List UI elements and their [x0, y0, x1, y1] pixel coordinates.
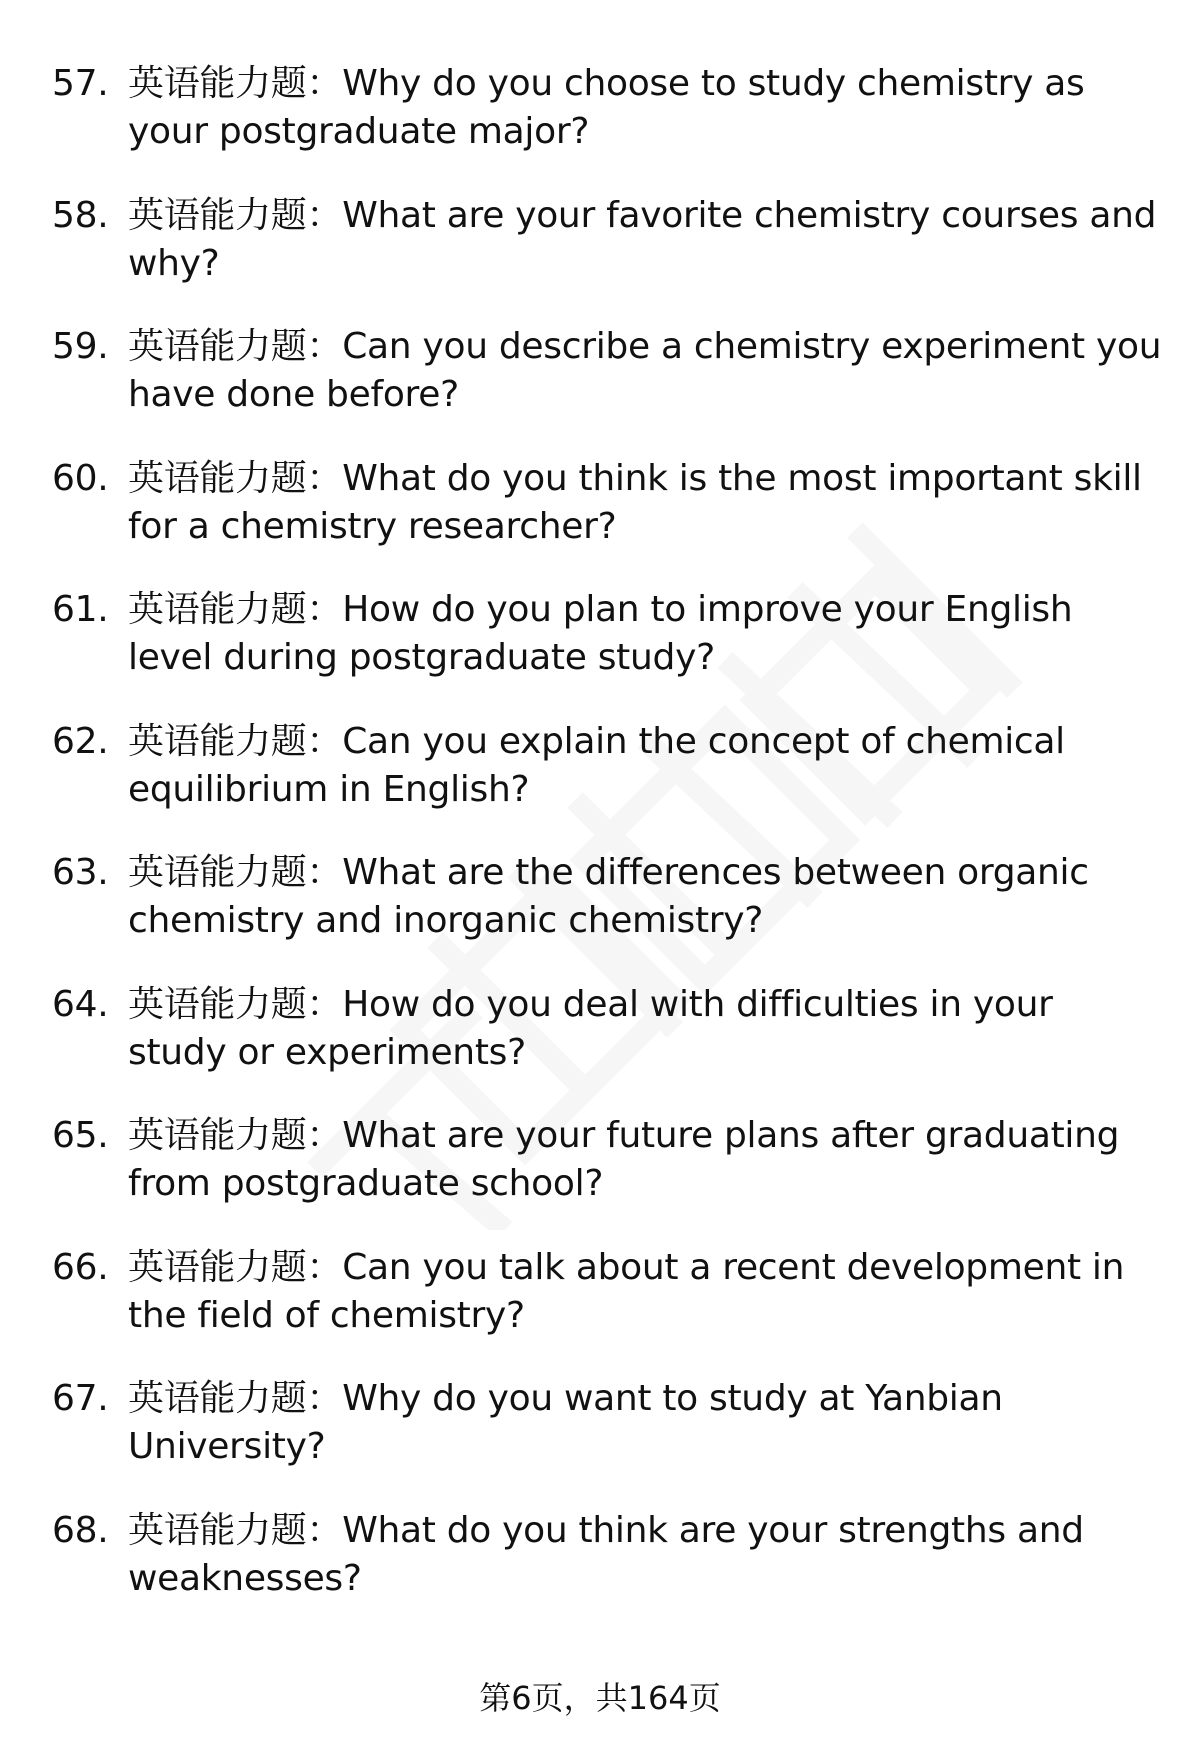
- question-number: 68.: [52, 1509, 109, 1551]
- question-body: [128, 586, 1162, 682]
- question-number: 64.: [52, 983, 109, 1025]
- question-body: [128, 323, 1162, 419]
- question-category: 英语能力题：: [128, 1246, 343, 1288]
- question-category: 英语能力题：: [128, 852, 343, 893]
- question-category: 英语能力题：: [128, 983, 343, 1025]
- question-text: What are your future plans after graduating from postgraduate school?: [128, 1115, 1120, 1204]
- question-item: [52, 718, 1162, 850]
- question-body: [128, 1112, 1162, 1208]
- question-item: [52, 1244, 1162, 1376]
- question-item: [52, 1112, 1162, 1244]
- question-number: 67.: [52, 1378, 109, 1419]
- question-item: [52, 60, 1162, 192]
- question-item: [52, 1375, 1162, 1507]
- question-number: 62.: [52, 720, 109, 762]
- question-number: 60.: [52, 457, 109, 499]
- question-body: [128, 1507, 1162, 1603]
- question-text: Can you explain the concept of chemical equilibrium in English?: [128, 720, 1065, 810]
- question-number: 58.: [52, 194, 109, 236]
- question-text: How do you deal with difficulties in your study or experiments?: [128, 983, 1053, 1073]
- question-text: What do you think is the most important skill for a chemistry researcher?: [128, 457, 1142, 547]
- question-number: 63.: [52, 852, 109, 893]
- question-text: Can you talk about a recent development in the field of chemistry?: [128, 1246, 1125, 1336]
- question-category: 英语能力题：: [128, 1115, 343, 1156]
- question-item: [52, 849, 1162, 981]
- question-text: Can you describe a chemistry experiment you have done before?: [128, 326, 1162, 415]
- question-body: [128, 849, 1162, 945]
- question-text: What are your favorite chemistry courses and why?: [128, 194, 1157, 284]
- question-body: [128, 455, 1162, 551]
- question-body: [128, 192, 1162, 288]
- question-body: [128, 981, 1162, 1077]
- page-footer: 第6页，共164页: [479, 1679, 721, 1717]
- question-category: 英语能力题：: [128, 720, 343, 762]
- question-category: 英语能力题：: [128, 63, 343, 104]
- question-item: [52, 455, 1162, 587]
- question-number: 66.: [52, 1246, 109, 1288]
- question-body: [128, 1375, 1162, 1471]
- question-number: 59.: [52, 326, 109, 367]
- question-text: Why do you choose to study chemistry as your postgraduate major?: [128, 63, 1085, 152]
- question-category: 英语能力题：: [128, 194, 343, 236]
- question-category: 英语能力题：: [128, 1509, 343, 1551]
- question-text: Why do you want to study at Yanbian University?: [128, 1378, 1003, 1467]
- question-item: [52, 586, 1162, 718]
- question-body: [128, 60, 1162, 156]
- question-number: 61.: [52, 589, 109, 630]
- question-category: 英语能力题：: [128, 457, 343, 499]
- question-category: 英语能力题：: [128, 589, 343, 630]
- question-body: [128, 718, 1162, 814]
- question-body: [128, 1244, 1162, 1340]
- question-text: What do you think are your strengths and weaknesses?: [128, 1509, 1084, 1599]
- question-item: [52, 1507, 1162, 1639]
- question-item: [52, 981, 1162, 1113]
- question-text: What are the differences between organic chemistry and inorganic chemistry?: [128, 852, 1089, 941]
- question-text: How do you plan to improve your English level during postgraduate study?: [128, 589, 1073, 678]
- question-category: 英语能力题：: [128, 1378, 343, 1419]
- question-list: [52, 60, 1162, 1638]
- question-number: 57.: [52, 63, 109, 104]
- question-item: [52, 323, 1162, 455]
- question-number: 65.: [52, 1115, 109, 1156]
- question-category: 英语能力题：: [128, 326, 343, 367]
- question-item: [52, 192, 1162, 324]
